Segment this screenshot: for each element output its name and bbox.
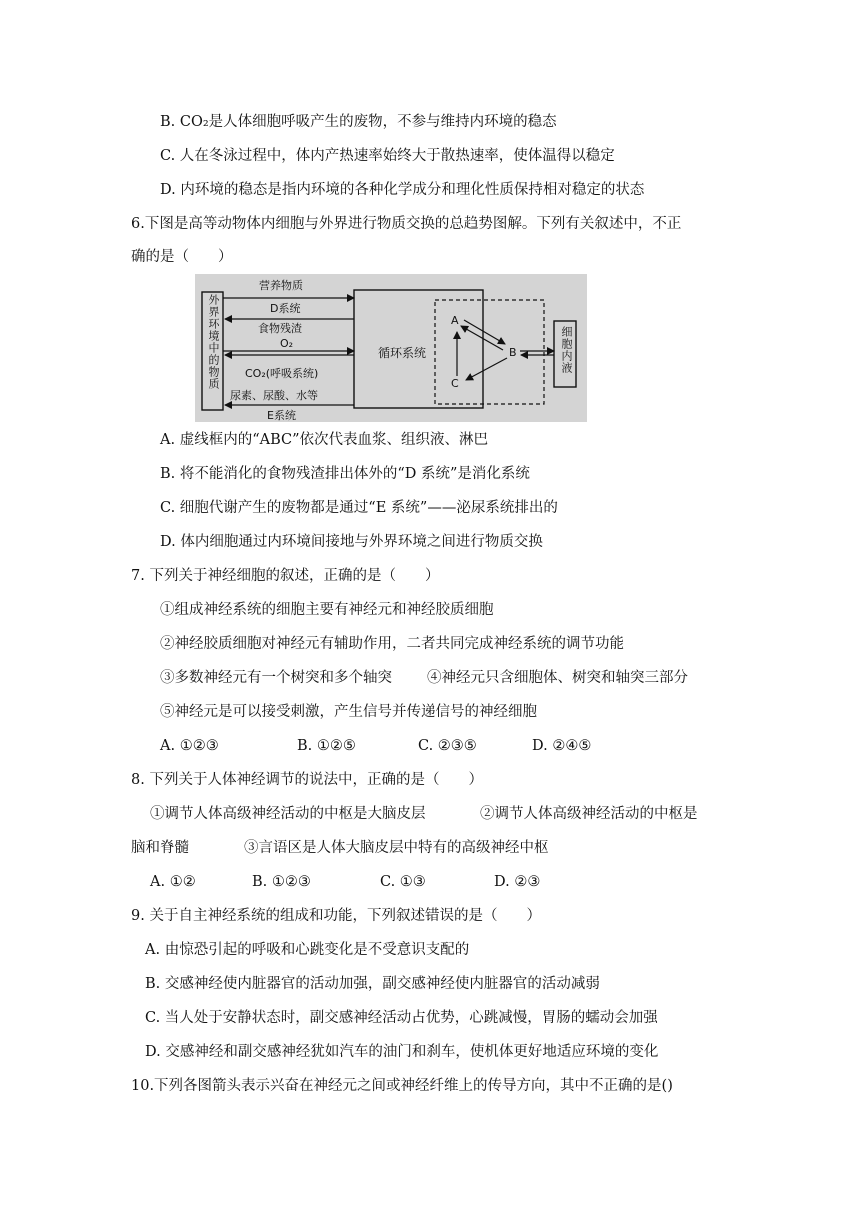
q10-stem: 10.下列各图箭头表示兴奋在神经元之间或神经纤维上的传导方向，其中不正确的是()	[131, 1078, 673, 1094]
q8-statement-2: ②调节人体高级神经活动的中枢是	[480, 806, 698, 822]
node-c-label: C	[451, 377, 459, 390]
q7-option-c: C. ②③⑤	[418, 738, 477, 754]
q9-stem: 9. 关于自主神经系统的组成和功能，下列叙述错误的是（ ）	[131, 908, 541, 924]
q8-statement-1: ①调节人体高级神经活动的中枢是大脑皮层	[150, 806, 426, 822]
q6-option-d: D. 体内细胞通过内环境间接地与外界环境之间进行物质交换	[160, 534, 543, 550]
q7-stem: 7. 下列关于神经细胞的叙述，正确的是（ ）	[131, 568, 440, 584]
q7-option-b: B. ①②⑤	[297, 738, 356, 754]
q7-statement-1: ①组成神经系统的细胞主要有神经元和神经胶质细胞	[160, 602, 494, 618]
q8-option-d: D. ②③	[494, 874, 541, 890]
q9-option-b: B. 交感神经使内脏器官的活动加强，副交感神经使内脏器官的活动减弱	[145, 976, 600, 992]
q7-option-a: A. ①②③	[160, 738, 219, 754]
material-exchange-diagram	[195, 274, 587, 422]
q6-stem-line2: 确的是（ ）	[131, 249, 233, 265]
q7-statement-4: ④神经元只含细胞体、树突和轴突三部分	[427, 670, 688, 686]
o2-label: O₂	[280, 337, 294, 350]
q7-option-d: D. ②④⑤	[532, 738, 592, 754]
node-a-label: A	[451, 314, 459, 327]
q7-statement-3: ③多数神经元有一个树突和多个轴突	[160, 670, 392, 686]
q8-statement-2-cont: 脑和脊髓	[131, 840, 189, 856]
outer-environment-label: 外界环境中的物质	[207, 294, 220, 390]
q9-option-d: D. 交感神经和副交感神经犹如汽车的油门和刹车，使机体更好地适应环境的变化	[145, 1044, 659, 1060]
q9-option-a: A. 由惊恐引起的呼吸和心跳变化是不受意识支配的	[145, 942, 470, 958]
q5-option-d: D. 内环境的稳态是指内环境的各种化学成分和理化性质保持相对稳定的状态	[160, 182, 645, 198]
q8-statement-3: ③言语区是人体大脑皮层中特有的高级神经中枢	[244, 840, 549, 856]
q6-option-a: A. 虚线框内的“ABC”依次代表血浆、组织液、淋巴	[160, 432, 489, 448]
e-system-label: E系统	[267, 409, 296, 422]
co2-label: CO₂(呼吸系统)	[245, 367, 319, 380]
node-b-label: B	[509, 346, 517, 359]
urea-label: 尿素、尿酸、水等	[230, 389, 318, 402]
q8-option-b: B. ①②③	[252, 874, 311, 890]
q8-stem: 8. 下列关于人体神经调节的说法中，正确的是（ ）	[131, 772, 483, 788]
d-system-label: D系统	[270, 302, 301, 315]
q7-statement-2: ②神经胶质细胞对神经元有辅助作用，二者共同完成神经系统的调节功能	[160, 636, 624, 652]
q8-option-a: A. ①②	[150, 874, 196, 890]
q7-statement-5: ⑤神经元是可以接受刺激，产生信号并传递信号的神经细胞	[160, 704, 537, 720]
q6-option-b: B. 将不能消化的食物残渣排出体外的“D 系统”是消化系统	[160, 466, 530, 482]
q5-option-c: C. 人在冬泳过程中，体内产热速率始终大于散热速率，使体温得以稳定	[160, 148, 615, 164]
food-residue-label: 食物残渣	[258, 322, 302, 335]
q8-option-c: C. ①③	[380, 874, 426, 890]
q5-option-b: B. CO₂是人体细胞呼吸产生的废物，不参与维持内环境的稳态	[160, 114, 557, 130]
circulation-label: 循环系统	[378, 346, 427, 360]
q6-stem-line1: 6.下图是高等动物体内细胞与外界进行物质交换的总趋势图解。下列有关叙述中，不正	[131, 216, 682, 232]
q9-option-c: C. 当人处于安静状态时，副交感神经活动占优势，心跳减慢，胃肠的蠕动会加强	[145, 1010, 658, 1026]
nutrients-label: 营养物质	[259, 279, 303, 292]
q6-option-c: C. 细胞代谢产生的废物都是通过“E 系统”——泌尿系统排出的	[160, 500, 558, 516]
cell-fluid-label: 细胞内液	[560, 326, 573, 374]
